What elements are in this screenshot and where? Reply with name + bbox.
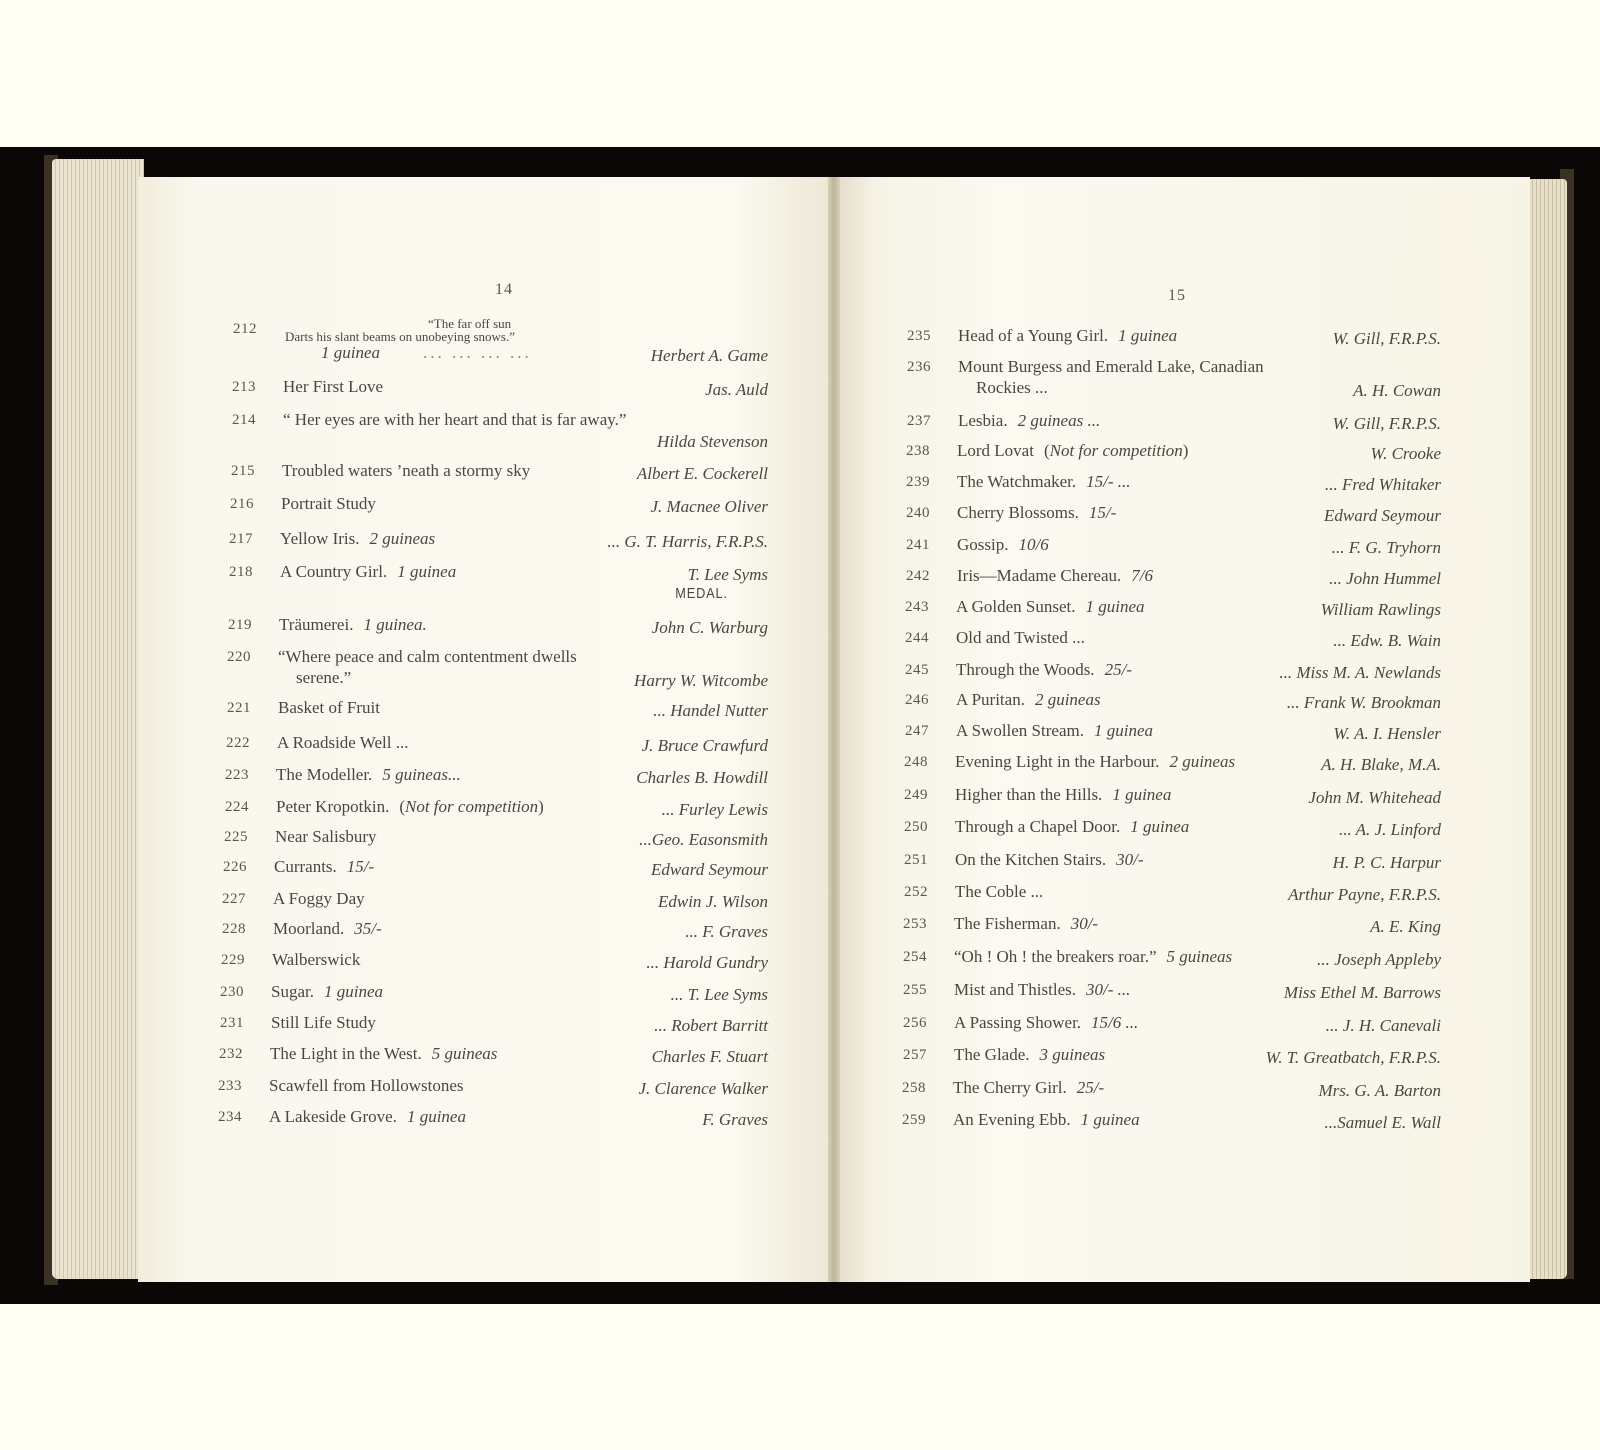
entry-number: 251 — [904, 852, 928, 868]
entry-title-line — [954, 980, 1130, 1000]
entry-number: 258 — [902, 1080, 926, 1096]
entry-number: 230 — [220, 984, 244, 1000]
entry-number: 221 — [227, 700, 251, 716]
entry-number: 235 — [907, 328, 931, 344]
entry-title: The Glade. — [954, 1045, 1030, 1064]
entry-title: Cherry Blossoms. — [957, 503, 1079, 522]
entry-title: A Lakeside Grove. — [269, 1107, 397, 1126]
entry-number: 229 — [221, 952, 245, 968]
entry-author: William Rawlings — [1320, 600, 1441, 619]
entry-price: 1 guinea — [323, 982, 384, 1001]
entry-title-line — [278, 698, 380, 718]
entry-title: An Evening Ebb. — [953, 1110, 1071, 1129]
entry-author: ... Edw. B. Wain — [1333, 631, 1441, 650]
entry-author: ... Harold Gundry — [646, 953, 768, 972]
entry-author: ... John Hummel — [1329, 569, 1441, 588]
entry-title: A Passing Shower. — [954, 1013, 1082, 1032]
entry-author: ... Robert Barritt — [654, 1016, 768, 1035]
entry-price: 2 guineas — [369, 529, 436, 548]
entry-price: 15/- ... — [1086, 472, 1131, 491]
entry-title: Through a Chapel Door. — [955, 817, 1121, 836]
entry-title: Her First Love — [283, 377, 384, 396]
entry-number: 246 — [905, 692, 929, 708]
entry-author: John C. Warburg — [651, 618, 768, 637]
entry-title-line — [953, 1078, 1104, 1098]
entry-number: 226 — [223, 859, 247, 875]
entry-competition-note: (Not for competition) — [399, 797, 544, 816]
catalogue-entry — [232, 410, 768, 450]
entry-title: On the Kitchen Stairs. — [955, 850, 1107, 869]
entry-title: Through the Woods. — [956, 660, 1095, 679]
entry-author: Edward Seymour — [651, 860, 768, 879]
entry-title: A Swollen Stream. — [956, 721, 1084, 740]
entry-author: Edward Seymour — [1324, 506, 1441, 525]
entry-title-line — [958, 357, 1264, 377]
entry-title-line — [269, 1076, 464, 1096]
entry-number: 239 — [906, 474, 930, 490]
entry-number: 217 — [229, 531, 253, 547]
entry-title: Sugar. — [271, 982, 314, 1001]
entry-title: The Modeller. — [276, 765, 373, 784]
entry-number: 234 — [218, 1109, 242, 1125]
entry-number: 238 — [906, 443, 930, 459]
entry-price: 25/- — [1076, 1078, 1105, 1097]
entry-number: 240 — [906, 505, 930, 521]
entry-title: A Foggy Day — [273, 889, 365, 908]
entry-title: The Watchmaker. — [957, 472, 1077, 491]
entry-title-continued: Rockies ... — [976, 378, 1048, 397]
entry-number: 213 — [232, 379, 256, 395]
entry-title-line — [955, 752, 1235, 772]
entry-number: 212 — [233, 321, 257, 337]
entry-number: 233 — [218, 1078, 242, 1094]
entry-competition-text: Not for competition — [405, 797, 539, 816]
entry-title: Head of a Young Girl. — [958, 326, 1109, 345]
entry-author: W. A. I. Hensler — [1333, 724, 1441, 743]
entry-price: 2 guineas — [1169, 752, 1236, 771]
entry-number: 250 — [904, 819, 928, 835]
entry-price: 2 guineas ... — [1017, 411, 1101, 430]
entry-author: J. Bruce Crawfurd — [641, 736, 768, 755]
entry-number: 248 — [904, 754, 928, 770]
entry-title-line — [276, 797, 544, 817]
entry-author: Herbert A. Game — [650, 346, 768, 365]
entry-title: Mist and Thistles. — [954, 980, 1076, 999]
entry-title-line — [957, 566, 1153, 586]
entry-number: 242 — [906, 568, 930, 584]
entry-title: Near Salisbury — [275, 827, 377, 846]
entry-quote-line: “The far off sun — [428, 316, 512, 331]
entry-title: Yellow Iris. — [280, 529, 360, 548]
entry-author: ... Handel Nutter — [653, 701, 768, 720]
entry-author: J. Clarence Walker — [638, 1079, 768, 1098]
entry-number: 257 — [903, 1047, 927, 1063]
entry-competition-text: Not for competition — [1049, 441, 1183, 460]
page-number-right: 15 — [1168, 287, 1186, 304]
page-stack-right — [1525, 179, 1567, 1279]
entry-price: 1 guinea — [1118, 326, 1178, 345]
entry-title-line — [276, 765, 461, 785]
entry-number: 219 — [228, 617, 252, 633]
entry-price: 25/- — [1104, 660, 1132, 679]
entry-title-line — [957, 472, 1131, 492]
entry-title: Currants. — [274, 857, 337, 876]
entry-number: 220 — [227, 649, 251, 665]
entry-price: 35/- — [354, 919, 382, 938]
entry-title: Peter Kropotkin. — [276, 797, 390, 816]
entry-title: Old and Twisted ... — [956, 628, 1085, 647]
entry-title-line — [956, 628, 1085, 648]
entry-number: 228 — [222, 921, 246, 937]
entry-quote-line: Darts his slant beams on unobeying snows.” — [285, 329, 516, 344]
entry-title: Gossip. — [957, 535, 1009, 554]
entry-title: Iris—Madame Chereau. — [957, 566, 1122, 585]
entry-title-line — [280, 529, 435, 549]
entry-title: Scawfell from Hollowstones — [269, 1076, 464, 1095]
entry-title-line — [277, 733, 408, 753]
entry-title: Lord Lovat — [957, 441, 1034, 460]
entry-price: 1 guinea — [406, 1107, 466, 1126]
entry-title-line — [956, 597, 1145, 617]
entry-number: 222 — [226, 735, 250, 751]
entry-author: Jas. Auld — [705, 380, 768, 399]
entry-price: 1 guinea — [321, 343, 381, 362]
entry-title: Portrait Study — [281, 494, 376, 513]
entry-title-line — [958, 411, 1100, 431]
entry-number: 243 — [905, 599, 929, 615]
entry-price: 3 guineas — [1039, 1045, 1106, 1064]
entry-author: A. H. Blake, M.A. — [1321, 755, 1441, 774]
entry-title: Evening Light in the Harbour. — [955, 752, 1160, 771]
entry-title-line — [282, 461, 530, 481]
entry-number: 215 — [231, 463, 255, 479]
entry-author: Edwin J. Wilson — [657, 892, 768, 911]
entry-author: Mrs. G. A. Barton — [1318, 1081, 1441, 1100]
entry-title-line — [958, 326, 1177, 346]
entry-number: 253 — [903, 916, 927, 932]
entry-title-line — [283, 377, 383, 397]
entry-title-line — [954, 914, 1098, 934]
entry-title-line — [957, 441, 1188, 461]
entry-author: W. T. Greatbatch, F.R.P.S. — [1265, 1048, 1441, 1067]
entry-price: 1 guinea — [1085, 597, 1145, 616]
entry-title: A Country Girl. — [280, 562, 388, 581]
entry-author: Arthur Payne, F.R.P.S. — [1288, 885, 1441, 904]
entry-author: ... F. G. Tryhorn — [1331, 538, 1441, 557]
entry-title-line — [955, 882, 1043, 902]
entry-price: 5 guineas — [1166, 947, 1233, 966]
page-stack-left — [52, 159, 144, 1279]
entry-number: 241 — [906, 537, 930, 553]
entry-price: 15/6 ... — [1091, 1013, 1139, 1032]
entry-author: Harry W. Witcombe — [634, 671, 768, 690]
book-gutter — [828, 177, 840, 1282]
catalogue-entry — [233, 316, 768, 365]
entry-author: ... Furley Lewis — [661, 800, 768, 819]
leader-dots: ... ... ... ... — [423, 343, 532, 362]
entry-number: 254 — [903, 949, 927, 965]
entry-title-line — [954, 1045, 1105, 1065]
entry-title: A Golden Sunset. — [956, 597, 1076, 616]
entry-author: H. P. C. Harpur — [1332, 853, 1441, 872]
entry-author: ... T. Lee Syms — [670, 985, 768, 1004]
catalogue-entry — [227, 698, 768, 738]
entry-number: 252 — [904, 884, 928, 900]
entry-title-continued: serene.” — [296, 668, 352, 687]
entry-number: 218 — [229, 564, 253, 580]
entry-title: A Roadside Well ... — [277, 733, 409, 752]
entry-price: 1 guinea — [1112, 785, 1172, 804]
entry-title-line — [956, 660, 1132, 680]
entry-title: The Coble ... — [955, 882, 1044, 901]
entry-title: Higher than the Hills. — [955, 785, 1103, 804]
entry-price: 7/6 — [1131, 566, 1154, 585]
catalogue-entry — [230, 494, 768, 534]
entry-author: ...Samuel E. Wall — [1324, 1113, 1441, 1132]
entry-number: 247 — [905, 723, 929, 739]
catalogue-entry — [907, 357, 1441, 400]
entry-author: ... Miss M. A. Newlands — [1279, 663, 1441, 682]
entry-price: 1 guinea — [1080, 1110, 1140, 1129]
medal-award-label: MEDAL. — [675, 585, 728, 602]
entry-title-line — [957, 535, 1049, 555]
entry-title-line — [956, 690, 1101, 710]
entry-price: 2 guineas — [1034, 690, 1101, 709]
entry-title: “ Her eyes are with her heart and that is far away.” — [283, 410, 627, 429]
entry-number: 216 — [230, 496, 254, 512]
entry-number: 227 — [222, 891, 246, 907]
entry-title-line — [955, 850, 1143, 870]
entry-price: 1 guinea — [1093, 721, 1153, 740]
entry-number: 214 — [232, 412, 256, 428]
entry-title: “Where peace and calm contentment dwells — [278, 647, 577, 666]
entry-number: 245 — [905, 662, 929, 678]
entry-author: T. Lee Syms — [687, 565, 768, 584]
catalogue-entry — [227, 647, 768, 690]
entry-author: ... J. H. Canevali — [1325, 1016, 1441, 1035]
entry-price: 30/- — [1116, 850, 1144, 869]
entry-title-line — [957, 503, 1116, 523]
entry-price: 30/- — [1070, 914, 1099, 933]
entry-title-line — [271, 1013, 376, 1033]
entry-author: A. E. King — [1370, 917, 1441, 936]
entry-title-line — [953, 1110, 1140, 1130]
entry-number: 255 — [903, 982, 927, 998]
entry-number: 244 — [905, 630, 929, 646]
entry-author: W. Crooke — [1370, 444, 1441, 463]
entry-author: A. H. Cowan — [1353, 381, 1441, 400]
entry-title-line — [955, 817, 1189, 837]
entry-title: A Puritan. — [956, 690, 1025, 709]
entry-number: 259 — [902, 1112, 926, 1128]
entry-title-line — [269, 1107, 466, 1127]
entry-author: Charles F. Stuart — [651, 1047, 768, 1066]
entry-title: Träumerei. — [279, 615, 354, 634]
entry-title-line — [273, 889, 365, 909]
entry-author: John M. Whitehead — [1308, 788, 1441, 807]
entry-title-line — [956, 721, 1153, 741]
entry-number: 231 — [220, 1015, 244, 1031]
entry-author: Charles B. Howdill — [636, 768, 768, 787]
entry-title-line — [280, 562, 456, 582]
entry-author: Hilda Stevenson — [657, 432, 768, 451]
entry-number: 236 — [907, 359, 931, 375]
entry-price: 1 guinea. — [363, 615, 427, 634]
entry-price: 1 guinea — [397, 562, 457, 581]
entry-title-line — [281, 494, 376, 514]
entry-author: ... Joseph Appleby — [1317, 950, 1441, 969]
catalogue-entry — [229, 562, 768, 602]
catalogue-entry — [902, 1110, 1441, 1150]
entry-title: “Oh ! Oh ! the breakers roar.” — [954, 947, 1157, 966]
entry-title: The Fisherman. — [954, 914, 1061, 933]
entry-author: ... F. Graves — [685, 922, 768, 941]
entry-author: J. Macnee Oliver — [650, 497, 768, 516]
entry-price: 5 guineas... — [382, 765, 461, 784]
entry-title-line — [270, 1044, 497, 1064]
entry-author: Miss Ethel M. Barrows — [1283, 983, 1441, 1002]
entry-number: 223 — [225, 767, 249, 783]
entry-title: Troubled waters ’neath a stormy sky — [282, 461, 531, 480]
entry-price: 30/- ... — [1086, 980, 1131, 999]
entry-title-line — [273, 919, 382, 939]
entry-number: 249 — [904, 787, 928, 803]
entry-number: 224 — [225, 799, 249, 815]
entry-title: Mount Burgess and Emerald Lake, Canadian — [958, 357, 1264, 376]
entry-title: Moorland. — [273, 919, 345, 938]
entry-title: Still Life Study — [271, 1013, 376, 1032]
entry-number: 237 — [907, 413, 931, 429]
entry-title: Basket of Fruit — [278, 698, 380, 717]
entry-price: 15/- — [346, 857, 375, 876]
entry-price: 10/6 — [1018, 535, 1049, 554]
entry-number: 256 — [903, 1015, 927, 1031]
page-number-left: 14 — [495, 281, 513, 298]
entry-title-line — [278, 647, 577, 667]
entry-title-line — [274, 857, 374, 877]
entry-title: The Cherry Girl. — [953, 1078, 1067, 1097]
entry-author: ... Frank W. Brookman — [1286, 693, 1441, 712]
entry-title-line — [272, 950, 360, 970]
entry-number: 232 — [219, 1046, 243, 1062]
entry-price: 1 guinea — [1130, 817, 1190, 836]
entry-author: ... Fred Whitaker — [1325, 475, 1441, 494]
entry-title: The Light in the West. — [270, 1044, 422, 1063]
entry-author: F. Graves — [702, 1110, 768, 1129]
entry-title-line — [275, 827, 377, 847]
entry-title: Walberswick — [272, 950, 361, 969]
entry-title-line — [271, 982, 383, 1002]
entry-author: Albert E. Cockerell — [636, 464, 768, 483]
entry-title: Lesbia. — [958, 411, 1008, 430]
entry-title-line — [955, 785, 1171, 805]
entry-competition-note: (Not for competition) — [1043, 441, 1189, 460]
entry-title-line — [283, 410, 626, 430]
entry-price: 15/- — [1088, 503, 1117, 522]
entry-title-line — [954, 1013, 1138, 1033]
entry-number: 225 — [224, 829, 248, 845]
entry-author: W. Gill, F.R.P.S. — [1332, 329, 1441, 348]
catalogue-entry — [218, 1107, 768, 1147]
entry-author: W. Gill, F.R.P.S. — [1332, 414, 1441, 433]
entry-author: ...Geo. Easonsmith — [639, 830, 768, 849]
entry-title-line — [279, 615, 427, 635]
entry-price: 5 guineas — [431, 1044, 498, 1063]
entry-author: ... G. T. Harris, F.R.P.S. — [607, 532, 768, 551]
entry-title-line — [954, 947, 1232, 967]
entry-author: ... A. J. Linford — [1338, 820, 1441, 839]
